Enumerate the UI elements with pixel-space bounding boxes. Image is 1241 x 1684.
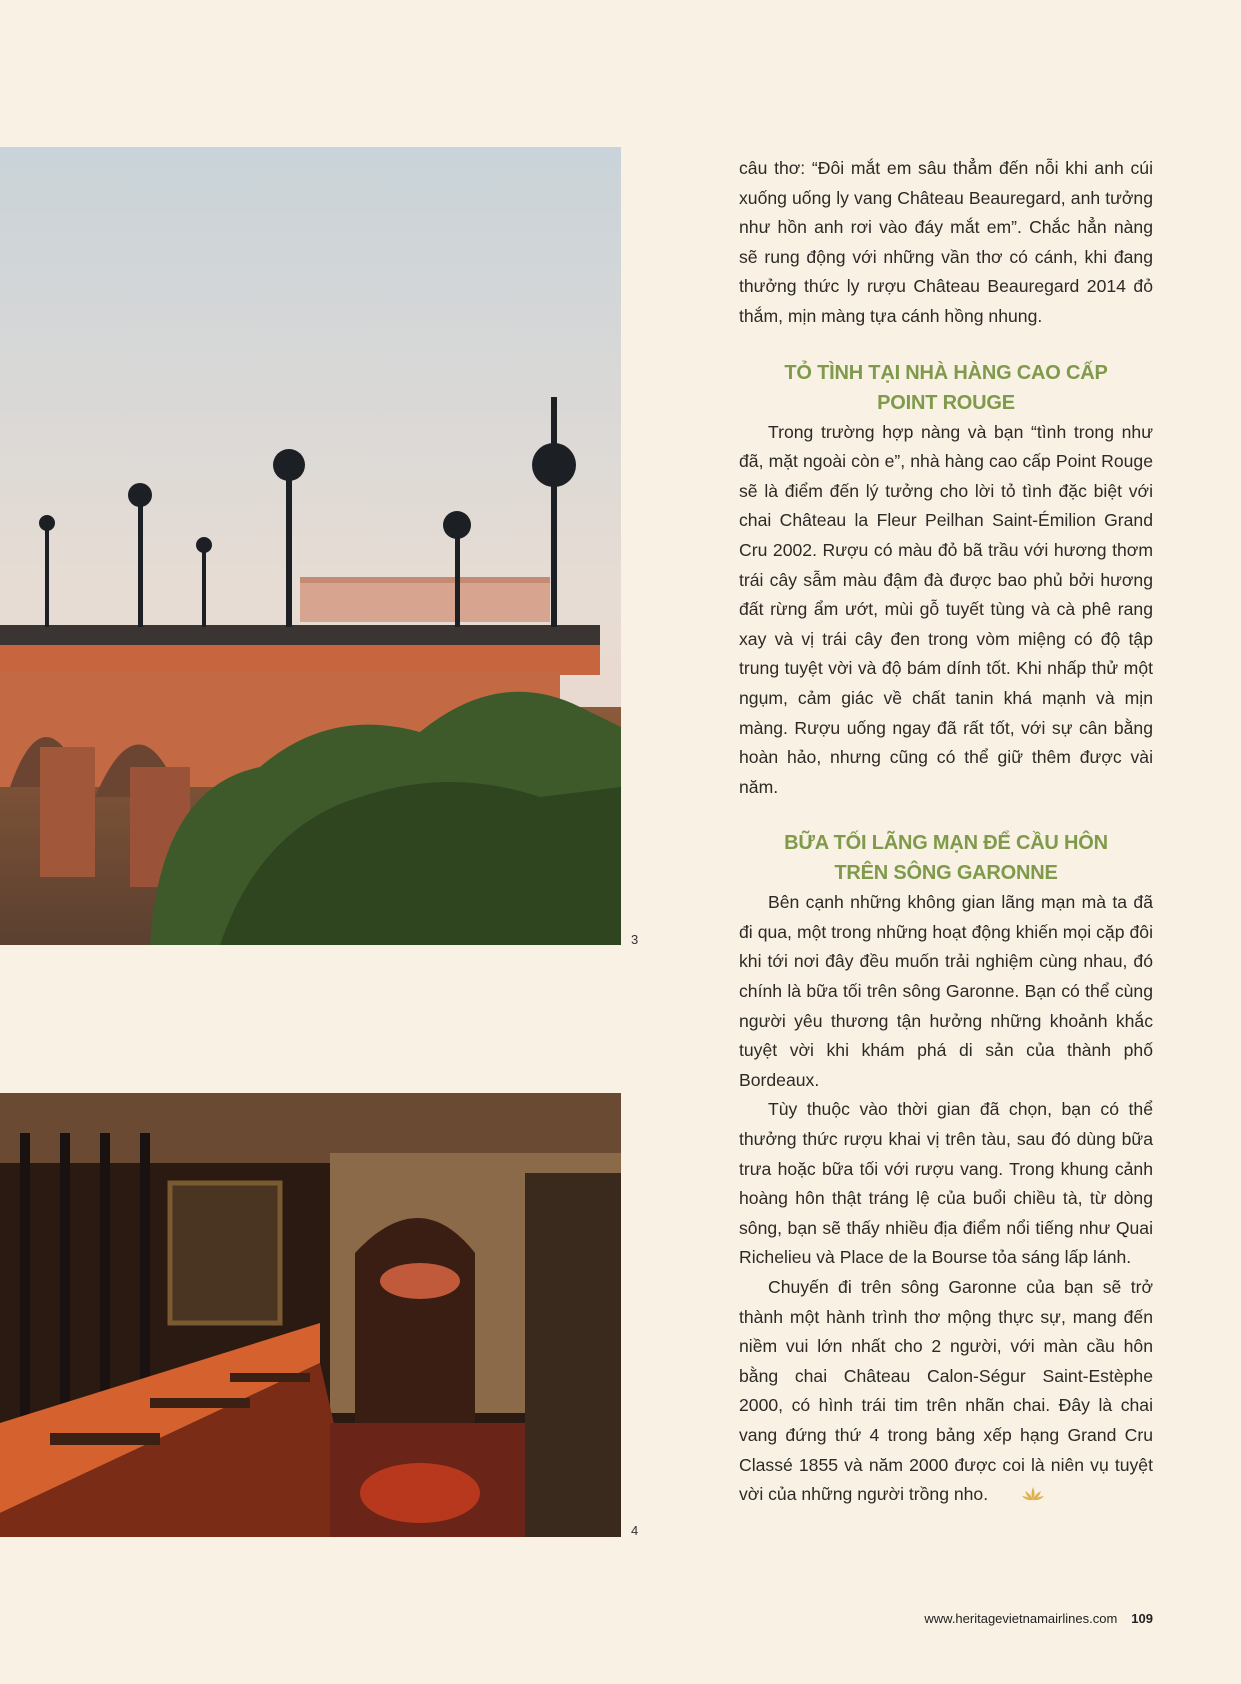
page-number: 109 bbox=[1131, 1611, 1153, 1626]
photo-caption-number: 3 bbox=[631, 932, 639, 947]
section-heading bbox=[739, 828, 1153, 888]
section-heading-line: TỎ TÌNH TẠI NHÀ HÀNG CAO CẤP bbox=[784, 361, 1108, 384]
body-paragraph: Trong trường hợp nàng và bạn “tình trong như đã, mặt ngoài còn e”, nhà hàng cao cấp Point Rouge sẽ là điểm đến lý tưởng cho lời tỏ tình đặc biệt với chai Château la Fleur Peilhan Saint-Émilion Grand Cru 2002. Rượu có màu đỏ bã trầu với hương thơm trái cây sẫm màu đậm đà được bao phủ bởi hương đất rừng ẩm ướt, mùi gỗ tuyết tùng và cà phê rang xay và vị trái cây đen trong vòm miệng có độ tập trung tuyệt vời và độ bám dính tốt. Khi nhấp thử một ngụm, cảm giác về chất tanin khá mạnh và mịn màng. Rượu uống ngay đã rất tốt, với sự cân bằng hoàn hảo, nhưng cũng có thể giữ thêm được vài năm. bbox=[739, 421, 1153, 797]
article-column bbox=[739, 154, 1153, 1512]
body-paragraph-text: Chuyến đi trên sông Garonne của bạn sẽ trở thành một hành trình thơ mộng thực sự, mang đến niềm vui lớn nhất cho 2 người, với màn cầu hôn bằng chai Château Calon-Ségur Saint-Estèphe 2000, có hình trái tim trên nhãn chai. Đây là chai vang đứng thứ 4 trong bảng xếp hạng Grand Cru Classé 1855 và năm 2000 được coi là niên vụ tuyệt vời của những người trồng nho. bbox=[739, 1277, 1153, 1505]
website-link[interactable]: www.heritagevietnamairlines.com bbox=[924, 1611, 1118, 1626]
page-footer bbox=[924, 1611, 1153, 1626]
body-paragraph: Tùy thuộc vào thời gian đã chọn, bạn có thể thưởng thức rượu khai vị trên tàu, sau đó dùng bữa trưa hoặc bữa tối với rượu vang. Trong khung cảnh hoàng hôn thật tráng lệ của buổi chiều tà, từ dòng sông, bạn sẽ thấy nhiều địa điểm nổi tiếng như Quai Richelieu và Place de la Bourse tỏa sáng lấp lánh. bbox=[739, 1099, 1153, 1268]
body-paragraph bbox=[739, 1273, 1153, 1512]
section-heading-line: BỮA TỐI LÃNG MẠN ĐỂ CẦU HÔN bbox=[784, 832, 1108, 855]
restaurant-photo bbox=[0, 1093, 621, 1537]
section-heading bbox=[739, 358, 1153, 418]
body-paragraph: Bên cạnh những không gian lãng mạn mà ta đã đi qua, một trong những hoạt động khiến mọi cặp đôi khi tới nơi đây đều muốn trải nghiệm cùng nhau, đó chính là bữa tối trên sông Garonne. Bạn có thể cùng người yêu thương tận hưởng những khoảnh khắc tuyệt vời khi khám phá di sản của thành phố Bordeaux. bbox=[739, 892, 1153, 1090]
section-heading-line: TRÊN SÔNG GARONNE bbox=[834, 862, 1058, 885]
lotus-icon bbox=[992, 1482, 1045, 1512]
intro-paragraph: câu thơ: “Đôi mắt em sâu thẳm đến nỗi khi anh cúi xuống uống ly vang Château Beauregard, anh tưởng như hồn anh rơi vào đáy mắt em”. Chắc hẳn nàng sẽ rung động với những vần thơ có cánh, khi đang thưởng thức ly rượu Château Beauregard 2014 đỏ thắm, mịn màng tựa cánh hồng nhung. bbox=[739, 158, 1153, 326]
photo-caption-number: 4 bbox=[631, 1523, 639, 1538]
bridge-photo bbox=[0, 147, 621, 945]
section-heading-line: POINT ROUGE bbox=[877, 391, 1015, 414]
